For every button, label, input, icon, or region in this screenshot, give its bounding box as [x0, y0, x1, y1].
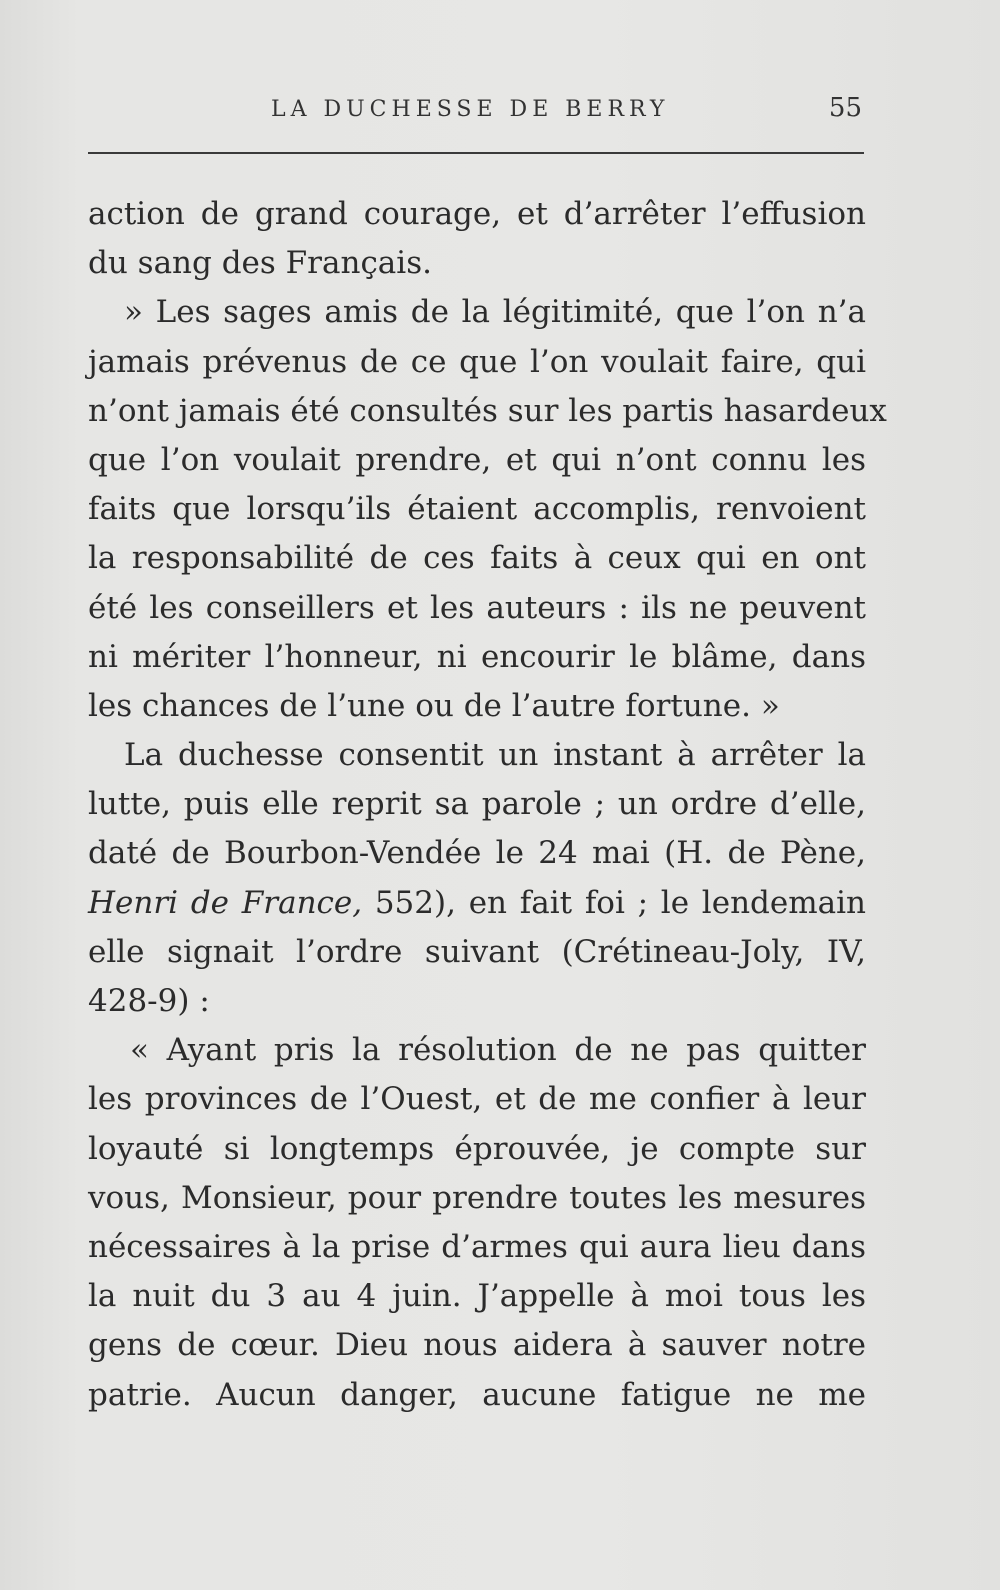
text-line: du sang des Français. [88, 245, 432, 282]
running-title: LA DUCHESSE DE BERRY [271, 97, 670, 122]
text-line: lutte, puis elle reprit sa parole ; un ordre d’elle, [88, 786, 866, 823]
text-line: n’ont jamais été consultés sur les partis hasardeux [88, 392, 887, 429]
text-line: jamais prévenus de ce que l’on voulait faire, qui [88, 343, 866, 380]
page-number: 55 [828, 93, 862, 123]
text-line: les chances de l’une ou de l’autre fortune. » [88, 687, 780, 724]
text-line: La duchesse consentit un instant à arrêter la [124, 737, 866, 774]
text-line: la responsabilité de ces faits à ceux qui en ont [88, 540, 866, 577]
italic-title: Henri de France, [88, 884, 363, 921]
text-line: patrie. Aucun danger, aucune fatigue ne me [88, 1376, 866, 1413]
header-rule [88, 152, 864, 154]
text-line: nécessaires à la prise d’armes qui aura lieu dans [88, 1228, 866, 1265]
text-line: loyauté si longtemps éprouvée, je compte sur [88, 1130, 866, 1167]
body-text [88, 190, 887, 1420]
text-line: faits que lorsqu’ils étaient accomplis, renvoient [88, 491, 866, 528]
text-line: vous, Monsieur, pour prendre toutes les mesures [88, 1179, 866, 1216]
text-line: action de grand courage, et d’arrêter l’effusion [88, 196, 866, 232]
text-line: daté de Bourbon-Vendée le 24 mai (H. de Pène, [88, 835, 866, 872]
text-line: été les conseillers et les auteurs : ils ne peuvent [88, 589, 866, 626]
text-line: la nuit du 3 au 4 juin. J’appelle à moi tous les [88, 1278, 866, 1315]
text-line [88, 879, 866, 928]
text-line: « Ayant pris la résolution de ne pas quitter [130, 1032, 866, 1069]
text-line: gens de cœur. Dieu nous aidera à sauver notre [88, 1327, 866, 1364]
text-line: » Les sages amis de la légitimité, que l’on n’a [124, 294, 866, 331]
text-span: 552), en fait foi ; le lendemain [362, 884, 866, 921]
text-line: que l’on voulait prendre, et qui n’ont connu les [88, 441, 866, 478]
text-line: 428-9) : [88, 983, 210, 1019]
text-line: les provinces de l’Ouest, et de me confier à leur [88, 1081, 866, 1118]
running-head [88, 93, 868, 133]
text-line: ni mériter l’honneur, ni encourir le blâme, dans [88, 638, 866, 675]
text-line: elle signait l’ordre suivant (Crétineau-Joly, IV, [88, 933, 866, 970]
